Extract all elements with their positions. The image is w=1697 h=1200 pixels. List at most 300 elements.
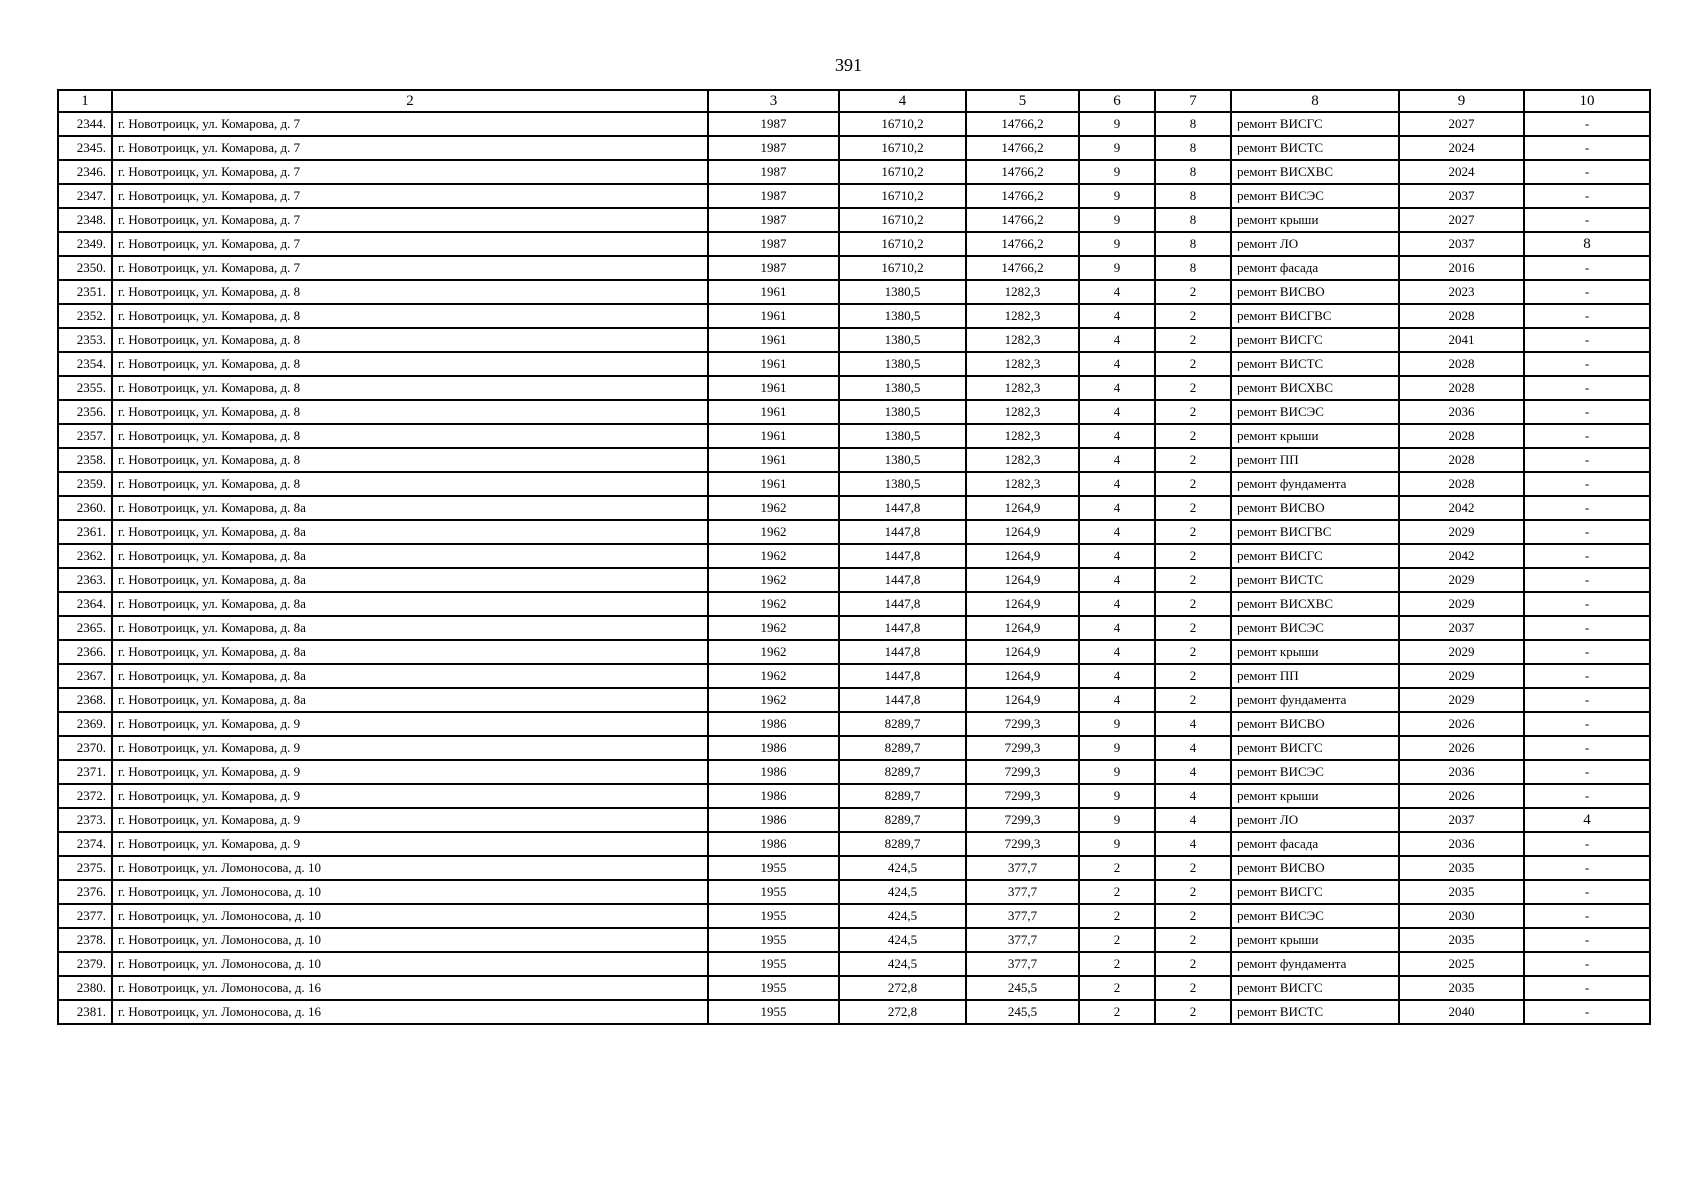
total-area-cell: 1380,5 [839,328,966,352]
address-cell: г. Новотроицк, ул. Комарова, д. 9 [112,712,708,736]
living-area-cell: 1282,3 [966,376,1079,400]
table-row [58,352,1650,376]
column-header: 7 [1155,90,1231,112]
planned-year-cell: 2016 [1399,256,1524,280]
total-area-cell: 272,8 [839,1000,966,1024]
entrances-cell: 8 [1155,184,1231,208]
address-cell: г. Новотроицк, ул. Ломоносова, д. 10 [112,952,708,976]
address-cell: г. Новотроицк, ул. Комарова, д. 8 [112,304,708,328]
total-area-cell: 1380,5 [839,424,966,448]
entrances-cell: 2 [1155,400,1231,424]
entrances-cell: 2 [1155,544,1231,568]
address-cell: г. Новотроицк, ул. Комарова, д. 8а [112,664,708,688]
planned-year-cell: 2028 [1399,424,1524,448]
row-number-cell: 2377. [58,904,112,928]
planned-year-cell: 2029 [1399,520,1524,544]
table-row [58,568,1650,592]
year-built-cell: 1987 [708,160,839,184]
living-area-cell: 7299,3 [966,736,1079,760]
planned-year-cell: 2025 [1399,952,1524,976]
work-type-cell: ремонт фасада [1231,256,1399,280]
planned-year-cell: 2027 [1399,112,1524,136]
entrances-cell: 8 [1155,160,1231,184]
row-number-cell: 2352. [58,304,112,328]
address-cell: г. Новотроицк, ул. Ломоносова, д. 10 [112,856,708,880]
year-built-cell: 1987 [708,256,839,280]
row-number-cell: 2379. [58,952,112,976]
floors-cell: 2 [1079,856,1155,880]
lift-count-cell: - [1524,928,1650,952]
entrances-cell: 2 [1155,280,1231,304]
lift-count-cell: - [1524,640,1650,664]
floors-cell: 4 [1079,640,1155,664]
row-number-cell: 2351. [58,280,112,304]
year-built-cell: 1962 [708,568,839,592]
planned-year-cell: 2037 [1399,616,1524,640]
entrances-cell: 4 [1155,784,1231,808]
row-number-cell: 2362. [58,544,112,568]
lift-count-cell: - [1524,448,1650,472]
lift-count-cell: - [1524,208,1650,232]
address-cell: г. Новотроицк, ул. Комарова, д. 8 [112,472,708,496]
work-type-cell: ремонт ПП [1231,664,1399,688]
living-area-cell: 7299,3 [966,712,1079,736]
total-area-cell: 8289,7 [839,808,966,832]
living-area-cell: 1264,9 [966,640,1079,664]
total-area-cell: 1447,8 [839,520,966,544]
address-cell: г. Новотроицк, ул. Комарова, д. 9 [112,808,708,832]
row-number-cell: 2358. [58,448,112,472]
address-cell: г. Новотроицк, ул. Комарова, д. 8а [112,640,708,664]
lift-count-cell: - [1524,688,1650,712]
year-built-cell: 1961 [708,328,839,352]
lift-count-cell: - [1524,904,1650,928]
year-built-cell: 1961 [708,304,839,328]
planned-year-cell: 2029 [1399,688,1524,712]
year-built-cell: 1961 [708,448,839,472]
floors-cell: 9 [1079,760,1155,784]
total-area-cell: 16710,2 [839,256,966,280]
row-number-cell: 2360. [58,496,112,520]
table-row [58,184,1650,208]
total-area-cell: 1447,8 [839,688,966,712]
work-type-cell: ремонт крыши [1231,208,1399,232]
work-type-cell: ремонт ВИСГС [1231,112,1399,136]
row-number-cell: 2376. [58,880,112,904]
table-row [58,160,1650,184]
entrances-cell: 8 [1155,256,1231,280]
table-row [58,736,1650,760]
total-area-cell: 1380,5 [839,304,966,328]
total-area-cell: 1380,5 [839,400,966,424]
living-area-cell: 14766,2 [966,256,1079,280]
table-row [58,208,1650,232]
address-cell: г. Новотроицк, ул. Комарова, д. 8 [112,448,708,472]
total-area-cell: 16710,2 [839,136,966,160]
living-area-cell: 1264,9 [966,544,1079,568]
lift-count-cell: - [1524,592,1650,616]
work-type-cell: ремонт фасада [1231,832,1399,856]
total-area-cell: 1447,8 [839,568,966,592]
floors-cell: 4 [1079,664,1155,688]
total-area-cell: 1447,8 [839,616,966,640]
year-built-cell: 1961 [708,400,839,424]
floors-cell: 4 [1079,568,1155,592]
living-area-cell: 1264,9 [966,592,1079,616]
lift-count-cell: - [1524,520,1650,544]
floors-cell: 2 [1079,904,1155,928]
table-row [58,832,1650,856]
year-built-cell: 1986 [708,832,839,856]
lift-count-cell: 4 [1524,808,1650,832]
floors-cell: 9 [1079,256,1155,280]
entrances-cell: 2 [1155,472,1231,496]
total-area-cell: 272,8 [839,976,966,1000]
year-built-cell: 1955 [708,1000,839,1024]
total-area-cell: 1380,5 [839,280,966,304]
address-cell: г. Новотроицк, ул. Комарова, д. 7 [112,112,708,136]
living-area-cell: 1282,3 [966,328,1079,352]
work-type-cell: ремонт ВИСГС [1231,328,1399,352]
total-area-cell: 16710,2 [839,160,966,184]
year-built-cell: 1961 [708,376,839,400]
address-cell: г. Новотроицк, ул. Комарова, д. 8а [112,520,708,544]
table-row [58,544,1650,568]
floors-cell: 9 [1079,808,1155,832]
floors-cell: 9 [1079,784,1155,808]
row-number-cell: 2359. [58,472,112,496]
address-cell: г. Новотроицк, ул. Комарова, д. 9 [112,736,708,760]
living-area-cell: 1264,9 [966,688,1079,712]
total-area-cell: 16710,2 [839,208,966,232]
address-cell: г. Новотроицк, ул. Комарова, д. 7 [112,232,708,256]
address-cell: г. Новотроицк, ул. Ломоносова, д. 10 [112,928,708,952]
entrances-cell: 4 [1155,808,1231,832]
address-cell: г. Новотроицк, ул. Комарова, д. 8а [112,544,708,568]
living-area-cell: 7299,3 [966,808,1079,832]
table-row [58,640,1650,664]
work-type-cell: ремонт крыши [1231,928,1399,952]
planned-year-cell: 2026 [1399,712,1524,736]
lift-count-cell: - [1524,160,1650,184]
row-number-cell: 2372. [58,784,112,808]
work-type-cell: ремонт ВИСГВС [1231,304,1399,328]
column-header: 2 [112,90,708,112]
planned-year-cell: 2029 [1399,568,1524,592]
living-area-cell: 1282,3 [966,280,1079,304]
planned-year-cell: 2026 [1399,784,1524,808]
address-cell: г. Новотроицк, ул. Комарова, д. 8 [112,376,708,400]
entrances-cell: 2 [1155,496,1231,520]
planned-year-cell: 2041 [1399,328,1524,352]
total-area-cell: 16710,2 [839,184,966,208]
entrances-cell: 8 [1155,232,1231,256]
lift-count-cell: - [1524,376,1650,400]
work-type-cell: ремонт ЛО [1231,232,1399,256]
work-type-cell: ремонт крыши [1231,424,1399,448]
year-built-cell: 1955 [708,904,839,928]
total-area-cell: 8289,7 [839,760,966,784]
work-type-cell: ремонт ВИСВО [1231,496,1399,520]
living-area-cell: 1264,9 [966,520,1079,544]
planned-year-cell: 2029 [1399,592,1524,616]
row-number-cell: 2345. [58,136,112,160]
total-area-cell: 1447,8 [839,592,966,616]
row-number-cell: 2353. [58,328,112,352]
table-row [58,280,1650,304]
living-area-cell: 14766,2 [966,232,1079,256]
table-row [58,376,1650,400]
entrances-cell: 2 [1155,520,1231,544]
floors-cell: 9 [1079,832,1155,856]
row-number-cell: 2354. [58,352,112,376]
table-row [58,904,1650,928]
table-row [58,448,1650,472]
entrances-cell: 2 [1155,616,1231,640]
table-row [58,400,1650,424]
entrances-cell: 2 [1155,328,1231,352]
lift-count-cell: - [1524,880,1650,904]
address-cell: г. Новотроицк, ул. Комарова, д. 9 [112,760,708,784]
total-area-cell: 1380,5 [839,472,966,496]
row-number-cell: 2348. [58,208,112,232]
address-cell: г. Новотроицк, ул. Ломоносова, д. 16 [112,976,708,1000]
row-number-cell: 2355. [58,376,112,400]
floors-cell: 4 [1079,280,1155,304]
floors-cell: 4 [1079,496,1155,520]
row-number-cell: 2346. [58,160,112,184]
entrances-cell: 2 [1155,304,1231,328]
year-built-cell: 1987 [708,232,839,256]
entrances-cell: 2 [1155,976,1231,1000]
floors-cell: 4 [1079,424,1155,448]
row-number-cell: 2367. [58,664,112,688]
year-built-cell: 1986 [708,808,839,832]
planned-year-cell: 2036 [1399,760,1524,784]
address-cell: г. Новотроицк, ул. Ломоносова, д. 10 [112,880,708,904]
address-cell: г. Новотроицк, ул. Комарова, д. 7 [112,208,708,232]
year-built-cell: 1987 [708,184,839,208]
floors-cell: 4 [1079,520,1155,544]
table-row [58,808,1650,832]
entrances-cell: 8 [1155,112,1231,136]
lift-count-cell: - [1524,472,1650,496]
floors-cell: 2 [1079,1000,1155,1024]
year-built-cell: 1986 [708,712,839,736]
entrances-cell: 2 [1155,664,1231,688]
column-header: 3 [708,90,839,112]
work-type-cell: ремонт ВИСВО [1231,856,1399,880]
row-number-cell: 2349. [58,232,112,256]
work-type-cell: ремонт крыши [1231,640,1399,664]
entrances-cell: 2 [1155,928,1231,952]
repair-schedule-table [57,89,1651,1025]
row-number-cell: 2378. [58,928,112,952]
planned-year-cell: 2035 [1399,880,1524,904]
column-header: 4 [839,90,966,112]
table-row [58,952,1650,976]
row-number-cell: 2347. [58,184,112,208]
table-body [58,112,1650,1024]
work-type-cell: ремонт фундамента [1231,688,1399,712]
planned-year-cell: 2028 [1399,448,1524,472]
year-built-cell: 1986 [708,736,839,760]
lift-count-cell: 8 [1524,232,1650,256]
table-row [58,592,1650,616]
lift-count-cell: - [1524,976,1650,1000]
table-row [58,136,1650,160]
year-built-cell: 1987 [708,136,839,160]
planned-year-cell: 2028 [1399,352,1524,376]
work-type-cell: ремонт ВИСЭС [1231,760,1399,784]
living-area-cell: 1282,3 [966,352,1079,376]
table-row [58,472,1650,496]
floors-cell: 2 [1079,880,1155,904]
year-built-cell: 1961 [708,472,839,496]
year-built-cell: 1987 [708,208,839,232]
planned-year-cell: 2024 [1399,160,1524,184]
living-area-cell: 245,5 [966,976,1079,1000]
floors-cell: 9 [1079,736,1155,760]
living-area-cell: 14766,2 [966,136,1079,160]
address-cell: г. Новотроицк, ул. Комарова, д. 7 [112,160,708,184]
entrances-cell: 2 [1155,856,1231,880]
entrances-cell: 2 [1155,952,1231,976]
work-type-cell: ремонт фундамента [1231,472,1399,496]
floors-cell: 4 [1079,688,1155,712]
floors-cell: 4 [1079,592,1155,616]
row-number-cell: 2375. [58,856,112,880]
floors-cell: 4 [1079,328,1155,352]
lift-count-cell: - [1524,304,1650,328]
table-row [58,496,1650,520]
table-row [58,856,1650,880]
column-header: 6 [1079,90,1155,112]
column-header: 1 [58,90,112,112]
address-cell: г. Новотроицк, ул. Комарова, д. 9 [112,832,708,856]
year-built-cell: 1962 [708,616,839,640]
floors-cell: 4 [1079,376,1155,400]
entrances-cell: 4 [1155,712,1231,736]
address-cell: г. Новотроицк, ул. Комарова, д. 8а [112,592,708,616]
lift-count-cell: - [1524,616,1650,640]
floors-cell: 2 [1079,976,1155,1000]
lift-count-cell: - [1524,952,1650,976]
total-area-cell: 1380,5 [839,448,966,472]
total-area-cell: 16710,2 [839,112,966,136]
entrances-cell: 2 [1155,424,1231,448]
floors-cell: 4 [1079,400,1155,424]
table-row [58,880,1650,904]
table-row [58,616,1650,640]
lift-count-cell: - [1524,736,1650,760]
living-area-cell: 1282,3 [966,304,1079,328]
address-cell: г. Новотроицк, ул. Комарова, д. 7 [112,184,708,208]
address-cell: г. Новотроицк, ул. Комарова, д. 7 [112,136,708,160]
total-area-cell: 1447,8 [839,640,966,664]
entrances-cell: 2 [1155,640,1231,664]
lift-count-cell: - [1524,856,1650,880]
total-area-cell: 16710,2 [839,232,966,256]
lift-count-cell: - [1524,496,1650,520]
work-type-cell: ремонт ВИСВО [1231,280,1399,304]
year-built-cell: 1961 [708,280,839,304]
lift-count-cell: - [1524,1000,1650,1024]
table-row [58,712,1650,736]
work-type-cell: ремонт ВИСХВС [1231,376,1399,400]
entrances-cell: 2 [1155,592,1231,616]
living-area-cell: 1264,9 [966,616,1079,640]
lift-count-cell: - [1524,664,1650,688]
total-area-cell: 424,5 [839,904,966,928]
year-built-cell: 1986 [708,784,839,808]
lift-count-cell: - [1524,352,1650,376]
work-type-cell: ремонт ВИСГС [1231,544,1399,568]
planned-year-cell: 2037 [1399,232,1524,256]
row-number-cell: 2374. [58,832,112,856]
address-cell: г. Новотроицк, ул. Ломоносова, д. 16 [112,1000,708,1024]
lift-count-cell: - [1524,784,1650,808]
entrances-cell: 4 [1155,832,1231,856]
planned-year-cell: 2042 [1399,496,1524,520]
floors-cell: 9 [1079,136,1155,160]
planned-year-cell: 2035 [1399,928,1524,952]
address-cell: г. Новотроицк, ул. Комарова, д. 8 [112,424,708,448]
year-built-cell: 1962 [708,688,839,712]
floors-cell: 9 [1079,712,1155,736]
living-area-cell: 14766,2 [966,160,1079,184]
table-row [58,256,1650,280]
living-area-cell: 1282,3 [966,424,1079,448]
year-built-cell: 1955 [708,856,839,880]
row-number-cell: 2365. [58,616,112,640]
work-type-cell: ремонт ВИСГВС [1231,520,1399,544]
entrances-cell: 2 [1155,448,1231,472]
row-number-cell: 2380. [58,976,112,1000]
address-cell: г. Новотроицк, ул. Комарова, д. 8 [112,328,708,352]
entrances-cell: 4 [1155,760,1231,784]
table-row [58,664,1650,688]
floors-cell: 4 [1079,544,1155,568]
column-header: 10 [1524,90,1650,112]
lift-count-cell: - [1524,328,1650,352]
living-area-cell: 245,5 [966,1000,1079,1024]
lift-count-cell: - [1524,568,1650,592]
living-area-cell: 14766,2 [966,184,1079,208]
year-built-cell: 1955 [708,952,839,976]
planned-year-cell: 2035 [1399,976,1524,1000]
address-cell: г. Новотроицк, ул. Комарова, д. 8а [112,496,708,520]
work-type-cell: ремонт ВИСТС [1231,568,1399,592]
total-area-cell: 8289,7 [839,712,966,736]
address-cell: г. Новотроицк, ул. Комарова, д. 8 [112,352,708,376]
total-area-cell: 8289,7 [839,784,966,808]
living-area-cell: 7299,3 [966,784,1079,808]
planned-year-cell: 2037 [1399,184,1524,208]
total-area-cell: 1447,8 [839,544,966,568]
work-type-cell: ремонт ВИСТС [1231,1000,1399,1024]
lift-count-cell: - [1524,424,1650,448]
living-area-cell: 377,7 [966,880,1079,904]
year-built-cell: 1955 [708,928,839,952]
table-row [58,784,1650,808]
floors-cell: 4 [1079,304,1155,328]
year-built-cell: 1962 [708,640,839,664]
address-cell: г. Новотроицк, ул. Комарова, д. 8а [112,688,708,712]
row-number-cell: 2363. [58,568,112,592]
work-type-cell: ремонт ВИСТС [1231,352,1399,376]
year-built-cell: 1961 [708,352,839,376]
